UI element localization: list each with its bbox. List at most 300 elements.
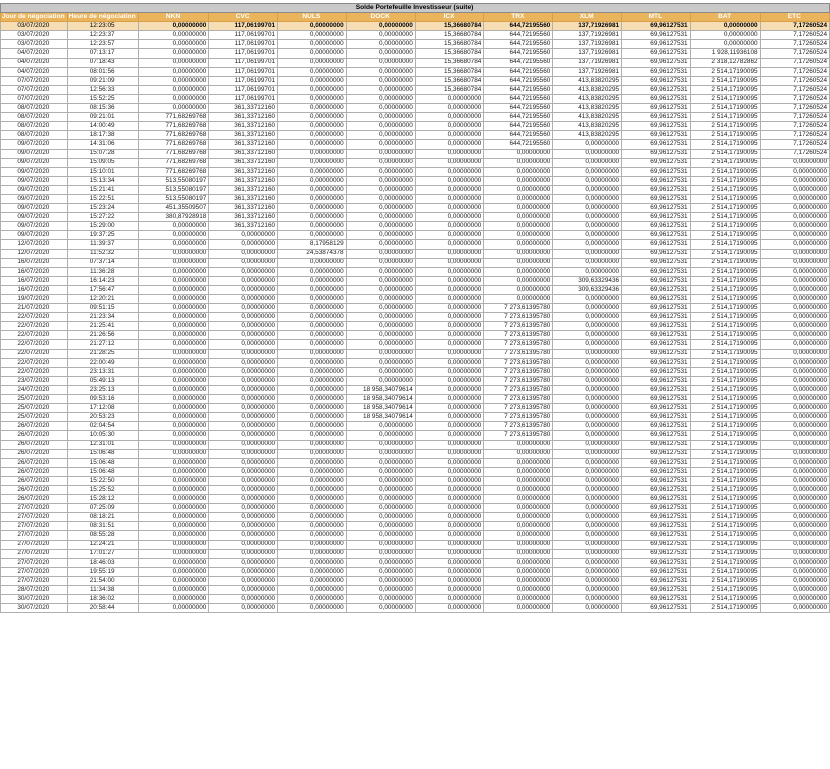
trade-time-cell: 08:18:21 bbox=[67, 513, 138, 522]
balance-cell: 0,00000000 bbox=[278, 149, 347, 158]
balance-cell: 15,36680784 bbox=[415, 58, 484, 67]
balance-cell: 0,00000000 bbox=[278, 576, 347, 585]
balance-cell: 0,00000000 bbox=[415, 313, 484, 322]
table-row bbox=[1, 94, 830, 103]
balance-cell: 0,00000000 bbox=[553, 240, 622, 249]
table-row bbox=[1, 431, 830, 440]
balance-cell: 137,71926981 bbox=[553, 58, 622, 67]
balance-cell: 69,96127531 bbox=[622, 49, 691, 58]
balance-cell: 361,33712160 bbox=[209, 167, 278, 176]
balance-cell: 0,00000000 bbox=[209, 431, 278, 440]
balance-cell: 2 514,17190095 bbox=[690, 285, 760, 294]
balance-cell: 0,00000000 bbox=[209, 495, 278, 504]
balance-cell: 0,00000000 bbox=[346, 31, 415, 40]
trade-date-cell: 27/07/2020 bbox=[1, 567, 68, 576]
balance-cell: 18 958,34079614 bbox=[346, 395, 415, 404]
balance-cell: 0,00000000 bbox=[415, 376, 484, 385]
balance-cell: 0,00000000 bbox=[415, 104, 484, 113]
balance-cell: 0,00000000 bbox=[760, 222, 829, 231]
balance-cell: 0,00000000 bbox=[138, 94, 209, 103]
balance-cell: 0,00000000 bbox=[553, 513, 622, 522]
trade-time-cell: 15:09:05 bbox=[67, 158, 138, 167]
trade-date-cell: 16/07/2020 bbox=[1, 276, 68, 285]
balance-cell: 0,00000000 bbox=[138, 349, 209, 358]
balance-cell: 0,00000000 bbox=[278, 449, 347, 458]
balance-cell: 0,00000000 bbox=[278, 522, 347, 531]
balance-cell: 361,33712160 bbox=[209, 140, 278, 149]
balance-cell: 0,00000000 bbox=[138, 586, 209, 595]
balance-cell: 0,00000000 bbox=[553, 485, 622, 494]
balance-cell: 0,00000000 bbox=[553, 222, 622, 231]
balance-cell: 69,96127531 bbox=[622, 94, 691, 103]
table-row bbox=[1, 158, 830, 167]
balance-cell: 0,00000000 bbox=[278, 540, 347, 549]
trade-time-cell: 09:21:09 bbox=[67, 76, 138, 85]
balance-cell: 0,00000000 bbox=[138, 522, 209, 531]
balance-cell: 361,33712160 bbox=[209, 158, 278, 167]
balance-cell: 361,33712160 bbox=[209, 213, 278, 222]
balance-cell: 0,00000000 bbox=[278, 313, 347, 322]
balance-cell: 0,00000000 bbox=[209, 331, 278, 340]
balance-cell: 2 514,17190095 bbox=[690, 549, 760, 558]
balance-cell: 2 514,17190095 bbox=[690, 404, 760, 413]
balance-cell: 2 514,17190095 bbox=[690, 295, 760, 304]
trade-date-cell: 09/07/2020 bbox=[1, 194, 68, 203]
table-row bbox=[1, 385, 830, 394]
balance-cell: 0,00000000 bbox=[278, 176, 347, 185]
column-header: XLM bbox=[553, 13, 622, 22]
balance-cell: 69,96127531 bbox=[622, 358, 691, 367]
table-title: Solde Portefeuille Investisseur (suite) bbox=[1, 4, 830, 13]
balance-cell: 0,00000000 bbox=[553, 467, 622, 476]
balance-cell: 2 514,17190095 bbox=[690, 576, 760, 585]
balance-cell: 0,00000000 bbox=[209, 249, 278, 258]
balance-cell: 0,00000000 bbox=[209, 358, 278, 367]
balance-cell: 2 514,17190095 bbox=[690, 213, 760, 222]
trade-time-cell: 07:25:09 bbox=[67, 504, 138, 513]
balance-cell: 0,00000000 bbox=[138, 449, 209, 458]
balance-cell: 69,96127531 bbox=[622, 340, 691, 349]
balance-cell: 0,00000000 bbox=[415, 567, 484, 576]
balance-cell: 0,00000000 bbox=[138, 358, 209, 367]
table-row bbox=[1, 358, 830, 367]
balance-cell: 0,00000000 bbox=[346, 367, 415, 376]
balance-cell: 0,00000000 bbox=[553, 404, 622, 413]
trade-date-cell: 07/07/2020 bbox=[1, 85, 68, 94]
balance-cell: 0,00000000 bbox=[209, 385, 278, 394]
balance-cell: 0,00000000 bbox=[278, 604, 347, 613]
table-row bbox=[1, 467, 830, 476]
table-row bbox=[1, 531, 830, 540]
balance-cell: 0,00000000 bbox=[415, 194, 484, 203]
balance-cell: 0,00000000 bbox=[484, 176, 553, 185]
balance-cell: 0,00000000 bbox=[415, 340, 484, 349]
trade-time-cell: 18:46:03 bbox=[67, 558, 138, 567]
balance-cell: 0,00000000 bbox=[278, 513, 347, 522]
balance-cell: 0,00000000 bbox=[138, 595, 209, 604]
balance-cell: 0,00000000 bbox=[553, 204, 622, 213]
balance-cell: 0,00000000 bbox=[553, 495, 622, 504]
balance-cell: 0,00000000 bbox=[138, 367, 209, 376]
balance-cell: 69,96127531 bbox=[622, 349, 691, 358]
balance-cell: 0,00000000 bbox=[278, 404, 347, 413]
trade-date-cell: 30/07/2020 bbox=[1, 595, 68, 604]
balance-cell: 69,96127531 bbox=[622, 449, 691, 458]
table-row bbox=[1, 22, 830, 31]
balance-cell: 0,00000000 bbox=[415, 167, 484, 176]
balance-cell: 0,00000000 bbox=[484, 267, 553, 276]
balance-cell: 7,17260524 bbox=[760, 76, 829, 85]
balance-cell: 7,17260524 bbox=[760, 140, 829, 149]
balance-cell: 0,00000000 bbox=[484, 540, 553, 549]
balance-cell: 0,00000000 bbox=[760, 549, 829, 558]
trade-date-cell: 12/07/2020 bbox=[1, 249, 68, 258]
balance-cell: 0,00000000 bbox=[760, 449, 829, 458]
balance-cell: 0,00000000 bbox=[209, 440, 278, 449]
balance-cell: 0,00000000 bbox=[346, 194, 415, 203]
balance-cell: 771,68269768 bbox=[138, 131, 209, 140]
balance-cell: 2 514,17190095 bbox=[690, 249, 760, 258]
balance-cell: 69,96127531 bbox=[622, 476, 691, 485]
table-row bbox=[1, 449, 830, 458]
balance-cell: 0,00000000 bbox=[760, 185, 829, 194]
balance-cell: 69,96127531 bbox=[622, 295, 691, 304]
balance-cell: 7,17260524 bbox=[760, 49, 829, 58]
balance-cell: 0,00000000 bbox=[484, 531, 553, 540]
balance-cell: 0,00000000 bbox=[278, 49, 347, 58]
balance-cell: 0,00000000 bbox=[138, 485, 209, 494]
balance-cell: 0,00000000 bbox=[553, 504, 622, 513]
balance-cell: 2 514,17190095 bbox=[690, 258, 760, 267]
trade-date-cell: 30/07/2020 bbox=[1, 604, 68, 613]
balance-cell: 0,00000000 bbox=[209, 322, 278, 331]
table-row bbox=[1, 67, 830, 76]
balance-cell: 0,00000000 bbox=[278, 85, 347, 94]
table-row bbox=[1, 285, 830, 294]
balance-cell: 0,00000000 bbox=[278, 458, 347, 467]
balance-cell: 0,00000000 bbox=[760, 231, 829, 240]
balance-cell: 0,00000000 bbox=[346, 131, 415, 140]
balance-cell: 0,00000000 bbox=[209, 295, 278, 304]
balance-cell: 0,00000000 bbox=[415, 204, 484, 213]
balance-cell: 0,00000000 bbox=[760, 258, 829, 267]
balance-cell: 69,96127531 bbox=[622, 31, 691, 40]
balance-cell: 0,00000000 bbox=[278, 185, 347, 194]
table-row bbox=[1, 276, 830, 285]
balance-cell: 2 514,17190095 bbox=[690, 449, 760, 458]
balance-cell: 7 273,61395780 bbox=[484, 431, 553, 440]
balance-cell: 0,00000000 bbox=[553, 149, 622, 158]
balance-cell: 0,00000000 bbox=[346, 595, 415, 604]
table-row bbox=[1, 31, 830, 40]
trade-date-cell: 22/07/2020 bbox=[1, 349, 68, 358]
balance-cell: 2 514,17190095 bbox=[690, 276, 760, 285]
balance-cell: 0,00000000 bbox=[760, 458, 829, 467]
balance-cell: 0,00000000 bbox=[760, 349, 829, 358]
trade-time-cell: 10:05:30 bbox=[67, 431, 138, 440]
balance-cell: 0,00000000 bbox=[346, 349, 415, 358]
trade-date-cell: 09/07/2020 bbox=[1, 140, 68, 149]
balance-cell: 0,00000000 bbox=[553, 531, 622, 540]
balance-cell: 69,96127531 bbox=[622, 258, 691, 267]
balance-cell: 0,00000000 bbox=[209, 567, 278, 576]
table-row bbox=[1, 395, 830, 404]
trade-date-cell: 04/07/2020 bbox=[1, 58, 68, 67]
balance-cell: 69,96127531 bbox=[622, 531, 691, 540]
balance-cell: 0,00000000 bbox=[760, 267, 829, 276]
trade-time-cell: 15:25:52 bbox=[67, 485, 138, 494]
table-row bbox=[1, 604, 830, 613]
trade-date-cell: 26/07/2020 bbox=[1, 422, 68, 431]
balance-cell: 137,71926981 bbox=[553, 40, 622, 49]
balance-cell: 0,00000000 bbox=[760, 331, 829, 340]
balance-cell: 0,00000000 bbox=[346, 204, 415, 213]
balance-cell: 0,00000000 bbox=[760, 304, 829, 313]
balance-cell: 361,33712160 bbox=[209, 122, 278, 131]
table-row bbox=[1, 258, 830, 267]
trade-date-cell: 25/07/2020 bbox=[1, 395, 68, 404]
balance-cell: 0,00000000 bbox=[760, 531, 829, 540]
balance-cell: 0,00000000 bbox=[760, 504, 829, 513]
balance-cell: 15,36680784 bbox=[415, 49, 484, 58]
trade-date-cell: 26/07/2020 bbox=[1, 449, 68, 458]
balance-cell: 451,35509507 bbox=[138, 204, 209, 213]
balance-cell: 0,00000000 bbox=[484, 213, 553, 222]
balance-cell: 15,36680784 bbox=[415, 40, 484, 49]
balance-cell: 0,00000000 bbox=[138, 76, 209, 85]
trade-time-cell: 08:55:28 bbox=[67, 531, 138, 540]
balance-cell: 0,00000000 bbox=[415, 331, 484, 340]
column-header: MTL bbox=[622, 13, 691, 22]
balance-cell: 0,00000000 bbox=[760, 567, 829, 576]
balance-cell: 513,55080197 bbox=[138, 176, 209, 185]
balance-cell: 0,00000000 bbox=[484, 567, 553, 576]
balance-cell: 0,00000000 bbox=[553, 231, 622, 240]
trade-date-cell: 19/07/2020 bbox=[1, 295, 68, 304]
table-row bbox=[1, 349, 830, 358]
balance-cell: 0,00000000 bbox=[415, 604, 484, 613]
balance-cell: 0,00000000 bbox=[209, 449, 278, 458]
balance-cell: 0,00000000 bbox=[760, 295, 829, 304]
balance-cell: 644,72195560 bbox=[484, 85, 553, 94]
balance-cell: 69,96127531 bbox=[622, 185, 691, 194]
balance-cell: 7,17260524 bbox=[760, 58, 829, 67]
balance-cell: 0,00000000 bbox=[209, 522, 278, 531]
balance-cell: 2 514,17190095 bbox=[690, 313, 760, 322]
balance-cell: 0,00000000 bbox=[484, 240, 553, 249]
balance-cell: 0,00000000 bbox=[415, 549, 484, 558]
balance-cell: 0,00000000 bbox=[760, 358, 829, 367]
balance-cell: 0,00000000 bbox=[346, 604, 415, 613]
balance-cell: 413,83820295 bbox=[553, 104, 622, 113]
balance-cell: 0,00000000 bbox=[415, 295, 484, 304]
balance-cell: 2 514,17190095 bbox=[690, 485, 760, 494]
trade-time-cell: 15:10:01 bbox=[67, 167, 138, 176]
balance-cell: 513,55080197 bbox=[138, 185, 209, 194]
balance-cell: 0,00000000 bbox=[760, 485, 829, 494]
balance-cell: 117,06199701 bbox=[209, 76, 278, 85]
balance-cell: 0,00000000 bbox=[415, 558, 484, 567]
balance-cell: 0,00000000 bbox=[138, 231, 209, 240]
balance-cell: 0,00000000 bbox=[760, 595, 829, 604]
trade-date-cell: 08/07/2020 bbox=[1, 113, 68, 122]
balance-cell: 7,17260524 bbox=[760, 85, 829, 94]
balance-cell: 7,17260524 bbox=[760, 122, 829, 131]
balance-cell: 644,72195560 bbox=[484, 140, 553, 149]
balance-cell: 0,00000000 bbox=[415, 431, 484, 440]
balance-cell: 0,00000000 bbox=[415, 531, 484, 540]
balance-cell: 0,00000000 bbox=[278, 258, 347, 267]
balance-cell: 69,96127531 bbox=[622, 604, 691, 613]
balance-cell: 2 514,17190095 bbox=[690, 231, 760, 240]
balance-cell: 2 514,17190095 bbox=[690, 440, 760, 449]
balance-cell: 0,00000000 bbox=[346, 295, 415, 304]
balance-cell: 137,71926981 bbox=[553, 67, 622, 76]
balance-cell: 0,00000000 bbox=[209, 267, 278, 276]
balance-cell: 0,00000000 bbox=[346, 58, 415, 67]
table-row bbox=[1, 376, 830, 385]
balance-cell: 0,00000000 bbox=[415, 258, 484, 267]
balance-cell: 0,00000000 bbox=[278, 549, 347, 558]
balance-cell: 0,00000000 bbox=[484, 249, 553, 258]
balance-cell: 0,00000000 bbox=[278, 213, 347, 222]
balance-cell: 644,72195560 bbox=[484, 122, 553, 131]
balance-cell: 2 514,17190095 bbox=[690, 458, 760, 467]
trade-time-cell: 09:53:16 bbox=[67, 395, 138, 404]
balance-cell: 69,96127531 bbox=[622, 213, 691, 222]
balance-cell: 69,96127531 bbox=[622, 204, 691, 213]
balance-cell: 0,00000000 bbox=[278, 40, 347, 49]
balance-cell: 0,00000000 bbox=[209, 485, 278, 494]
trade-time-cell: 23:13:31 bbox=[67, 367, 138, 376]
balance-cell: 0,00000000 bbox=[484, 295, 553, 304]
balance-cell: 0,00000000 bbox=[760, 476, 829, 485]
balance-cell: 24,53874378 bbox=[278, 249, 347, 258]
balance-cell: 2 514,17190095 bbox=[690, 595, 760, 604]
balance-cell: 0,00000000 bbox=[415, 422, 484, 431]
balance-cell: 69,96127531 bbox=[622, 522, 691, 531]
balance-cell: 0,00000000 bbox=[484, 604, 553, 613]
balance-cell: 117,06199701 bbox=[209, 67, 278, 76]
balance-cell: 69,96127531 bbox=[622, 140, 691, 149]
balance-cell: 413,83820295 bbox=[553, 122, 622, 131]
balance-cell: 0,00000000 bbox=[138, 504, 209, 513]
balance-cell: 0,00000000 bbox=[484, 194, 553, 203]
balance-cell: 644,72195560 bbox=[484, 67, 553, 76]
balance-cell: 0,00000000 bbox=[209, 458, 278, 467]
balance-cell: 0,00000000 bbox=[415, 213, 484, 222]
balance-cell: 380,87928918 bbox=[138, 213, 209, 222]
balance-cell: 0,00000000 bbox=[484, 149, 553, 158]
balance-cell: 0,00000000 bbox=[415, 94, 484, 103]
balance-cell: 0,00000000 bbox=[760, 276, 829, 285]
balance-cell: 15,36680784 bbox=[415, 31, 484, 40]
balance-cell: 0,00000000 bbox=[209, 231, 278, 240]
balance-cell: 0,00000000 bbox=[415, 140, 484, 149]
balance-cell: 0,00000000 bbox=[138, 476, 209, 485]
balance-cell: 0,00000000 bbox=[415, 285, 484, 294]
balance-cell: 2 514,17190095 bbox=[690, 176, 760, 185]
table-row bbox=[1, 304, 830, 313]
trade-time-cell: 15:22:50 bbox=[67, 476, 138, 485]
balance-cell: 69,96127531 bbox=[622, 22, 691, 31]
table-row bbox=[1, 104, 830, 113]
balance-cell: 0,00000000 bbox=[138, 331, 209, 340]
trade-time-cell: 16:14:23 bbox=[67, 276, 138, 285]
balance-cell: 0,00000000 bbox=[553, 576, 622, 585]
balance-cell: 0,00000000 bbox=[278, 358, 347, 367]
balance-cell: 0,00000000 bbox=[209, 549, 278, 558]
balance-cell: 69,96127531 bbox=[622, 431, 691, 440]
balance-cell: 0,00000000 bbox=[138, 222, 209, 231]
balance-cell: 0,00000000 bbox=[138, 422, 209, 431]
balance-cell: 2 514,17190095 bbox=[690, 131, 760, 140]
balance-cell: 0,00000000 bbox=[760, 413, 829, 422]
balance-cell: 7 273,61395780 bbox=[484, 385, 553, 394]
table-row bbox=[1, 49, 830, 58]
balance-cell: 0,00000000 bbox=[138, 58, 209, 67]
balance-cell: 69,96127531 bbox=[622, 595, 691, 604]
balance-cell: 0,00000000 bbox=[690, 22, 760, 31]
balance-cell: 2 514,17190095 bbox=[690, 222, 760, 231]
balance-cell: 0,00000000 bbox=[138, 404, 209, 413]
balance-cell: 69,96127531 bbox=[622, 176, 691, 185]
trade-time-cell: 12:24:21 bbox=[67, 540, 138, 549]
balance-cell: 7 273,61395780 bbox=[484, 304, 553, 313]
trade-time-cell: 11:36:28 bbox=[67, 267, 138, 276]
trade-date-cell: 27/07/2020 bbox=[1, 504, 68, 513]
balance-cell: 0,00000000 bbox=[415, 304, 484, 313]
balance-cell: 2 514,17190095 bbox=[690, 340, 760, 349]
balance-cell: 0,00000000 bbox=[346, 313, 415, 322]
balance-cell: 0,00000000 bbox=[209, 285, 278, 294]
balance-cell: 0,00000000 bbox=[138, 531, 209, 540]
balance-cell: 0,00000000 bbox=[415, 413, 484, 422]
balance-cell: 0,00000000 bbox=[346, 158, 415, 167]
balance-cell: 413,83820295 bbox=[553, 94, 622, 103]
balance-cell: 0,00000000 bbox=[760, 204, 829, 213]
balance-cell: 7 273,61395780 bbox=[484, 331, 553, 340]
trade-date-cell: 26/07/2020 bbox=[1, 458, 68, 467]
balance-cell: 0,00000000 bbox=[346, 167, 415, 176]
trade-time-cell: 14:00:49 bbox=[67, 122, 138, 131]
trade-date-cell: 16/07/2020 bbox=[1, 258, 68, 267]
balance-cell: 0,00000000 bbox=[415, 367, 484, 376]
balance-cell: 0,00000000 bbox=[415, 485, 484, 494]
trade-date-cell: 26/07/2020 bbox=[1, 467, 68, 476]
balance-cell: 0,00000000 bbox=[278, 285, 347, 294]
balance-cell: 0,00000000 bbox=[484, 558, 553, 567]
balance-cell: 0,00000000 bbox=[415, 240, 484, 249]
balance-cell: 309,63329436 bbox=[553, 276, 622, 285]
balance-cell: 0,00000000 bbox=[138, 458, 209, 467]
column-header: DOCK bbox=[346, 13, 415, 22]
balance-cell: 0,00000000 bbox=[484, 513, 553, 522]
balance-cell: 117,06199701 bbox=[209, 31, 278, 40]
balance-cell: 0,00000000 bbox=[760, 440, 829, 449]
balance-cell: 0,00000000 bbox=[484, 485, 553, 494]
balance-cell: 69,96127531 bbox=[622, 194, 691, 203]
balance-cell: 69,96127531 bbox=[622, 422, 691, 431]
balance-cell: 0,00000000 bbox=[415, 349, 484, 358]
balance-cell: 0,00000000 bbox=[346, 422, 415, 431]
trade-time-cell: 22:00:49 bbox=[67, 358, 138, 367]
balance-cell: 2 514,17190095 bbox=[690, 431, 760, 440]
balance-cell: 0,00000000 bbox=[553, 249, 622, 258]
balance-cell: 2 514,17190095 bbox=[690, 531, 760, 540]
trade-date-cell: 27/07/2020 bbox=[1, 549, 68, 558]
table-row bbox=[1, 567, 830, 576]
